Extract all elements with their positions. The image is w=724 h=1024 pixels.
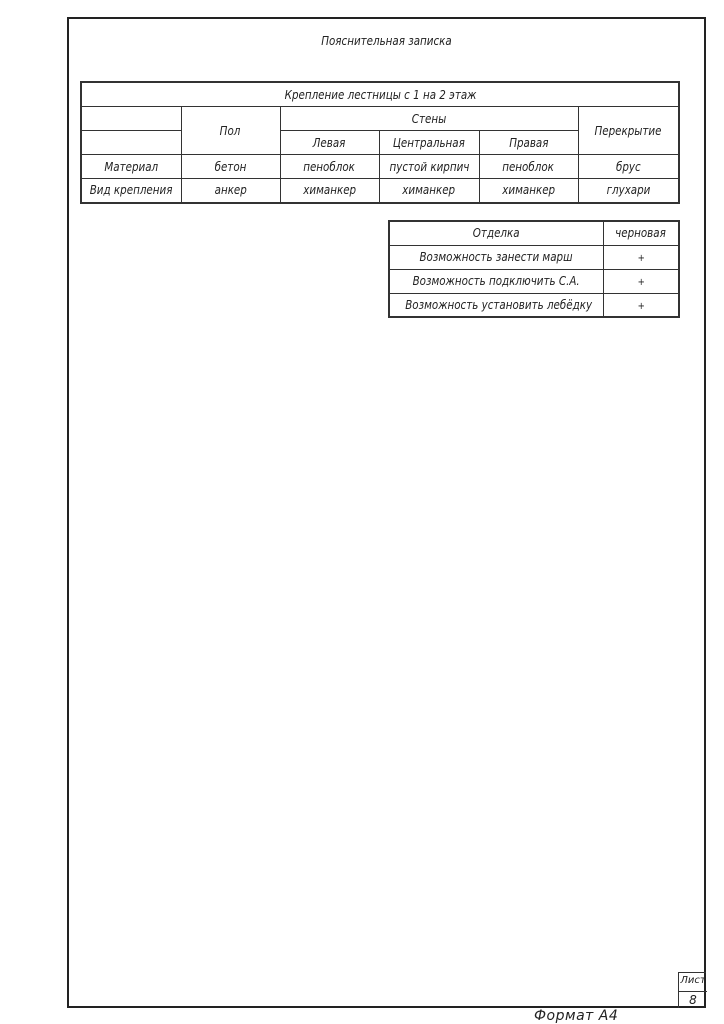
row-value: + [603,269,679,293]
header-walls: Стены [280,107,578,131]
cell-wall-left: пеноблок [280,155,379,179]
table-header-row [81,107,679,131]
cell-floor: анкер [181,179,280,203]
table-row [81,155,679,179]
header-finish: Отделка [389,221,603,245]
row-label: Вид крепления [81,179,181,203]
header-wall-right: Правая [479,131,578,155]
row-label: Возможность установить лебёдку [389,293,603,317]
table-row [81,179,679,203]
header-wall-center: Центральная [379,131,479,155]
header-empty-cell [81,107,181,131]
cell-ceiling: брус [578,155,679,179]
cell-wall-right: химанкер [479,179,578,203]
row-value: + [603,245,679,269]
table-caption: Крепление лестницы с 1 на 2 этаж [81,82,679,107]
table-row [389,269,679,293]
table-row [389,245,679,269]
cell-wall-left: химанкер [280,179,379,203]
header-wall-left: Левая [280,131,379,155]
row-value: + [603,293,679,317]
row-label: Материал [81,155,181,179]
page-title: Пояснительная записка [321,34,452,48]
format-label: Формат А4 [534,1008,619,1024]
stair-mounting-table [80,81,680,204]
cell-wall-center: пустой кирпич [379,155,479,179]
row-label: Возможность занести марш [389,245,603,269]
cell-wall-center: химанкер [379,179,479,203]
sheet-number-box [678,972,706,1008]
cell-wall-right: пеноблок [479,155,578,179]
sheet-box-divider [679,991,707,992]
header-finish-value: черновая [603,221,679,245]
header-floor: Пол [181,107,280,155]
table-caption-row [81,82,679,107]
sheet-number: 8 [689,993,697,1007]
sheet-label: Лист [680,975,706,986]
row-label: Возможность подключить С.А. [389,269,603,293]
subheader-empty-cell [81,131,181,155]
cell-ceiling: глухари [578,179,679,203]
header-ceiling: Перекрытие [578,107,679,155]
finish-options-table [388,220,680,318]
cell-floor: бетон [181,155,280,179]
table-row [389,293,679,317]
table-header-row [389,221,679,245]
